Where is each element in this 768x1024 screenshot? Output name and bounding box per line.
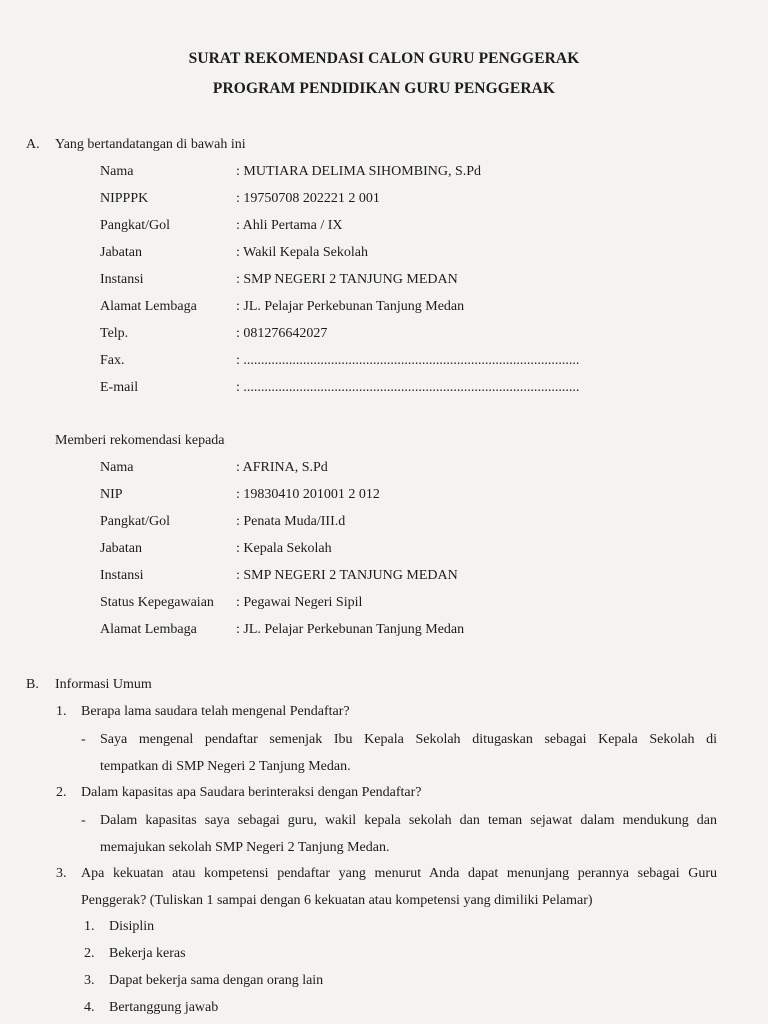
field-label: Jabatan [100,245,142,260]
strength-1-text: Disiplin [109,919,155,934]
section-b-marker: B. [26,677,39,692]
field-value: : SMP NEGERI 2 TANJUNG MEDAN [236,272,458,287]
answer-1 [100,726,717,780]
section-a-heading: Yang bertandatangan di bawah ini [55,137,246,152]
answer-1-line1: Saya mengenal pendaftar semenjak Ibu Kepala Sekolah ditugaskan sebagai Kepala Sekolah di [100,732,717,747]
answer-1-line2: tempatkan di SMP Negeri 2 Tanjung Medan. [100,759,351,774]
field-label: Fax. [100,353,125,368]
recommend-heading: Memberi rekomendasi kepada [55,433,225,448]
field-value: : JL. Pelajar Perkebunan Tanjung Medan [236,299,465,314]
question-2-number: 2. [56,785,67,800]
field-label: E-mail [100,380,139,395]
answer-2-dash: - [81,813,86,828]
field-label: Alamat Lembaga [100,299,197,314]
field-value: : SMP NEGERI 2 TANJUNG MEDAN [236,568,458,583]
answer-1-dash: - [81,732,86,747]
field-label: NIPPPK [100,191,149,206]
strength-3-number: 3. [84,973,95,988]
field-value: : Wakil Kepala Sekolah [236,245,368,260]
field-label: Nama [100,164,134,179]
field-value: : Pegawai Negeri Sipil [236,595,363,610]
question-3-line1: Apa kekuatan atau kompetensi pendaftar yang menurut Anda dapat menunjang perannya sebagai Guru [81,866,717,881]
document-subtitle: PROGRAM PENDIDIKAN GURU PENGGERAK [212,80,556,97]
question-3 [81,860,717,914]
strength-4-number: 4. [84,1000,95,1015]
section-b-heading: Informasi Umum [55,677,152,692]
field-value: : ................................................................................................ [236,353,580,368]
field-label: Instansi [100,568,144,583]
question-1-text: Berapa lama saudara telah mengenal Pendaftar? [81,704,350,719]
field-value: : Penata Muda/III.d [236,514,346,529]
field-value: : JL. Pelajar Perkebunan Tanjung Medan [236,622,465,637]
strength-2-number: 2. [84,946,95,961]
field-label: Pangkat/Gol [100,514,170,529]
field-value: : 081276642027 [236,326,328,341]
field-value: : MUTIARA DELIMA SIHOMBING, S.Pd [236,164,482,179]
field-label: Nama [100,460,134,475]
strength-3-text: Dapat bekerja sama dengan orang lain [109,973,324,988]
question-3-number: 3. [56,866,67,881]
question-1-number: 1. [56,704,67,719]
strength-1-number: 1. [84,919,95,934]
field-label: NIP [100,487,123,502]
field-label: Pangkat/Gol [100,218,170,233]
field-value: : ................................................................................................ [236,380,580,395]
section-a-marker: A. [26,137,40,152]
field-value: : AFRINA, S.Pd [236,460,328,475]
strength-4-text: Bertanggung jawab [109,1000,219,1015]
field-label: Status Kepegawaian [100,595,214,610]
field-value: : Kepala Sekolah [236,541,332,556]
field-value: : 19830410 201001 2 012 [236,487,380,502]
answer-2-line1: Dalam kapasitas saya sebagai guru, wakil kepala sekolah dan teman sejawat dalam mendukung dan [100,813,717,828]
field-value: : 19750708 202221 2 001 [236,191,380,206]
question-3-line2: Penggerak? (Tuliskan 1 sampai dengan 6 kekuatan atau kompetensi yang dimiliki Pelamar) [81,893,593,908]
question-2-text: Dalam kapasitas apa Saudara berinteraksi dengan Pendaftar? [81,785,422,800]
field-label: Instansi [100,272,144,287]
field-value: : Ahli Pertama / IX [236,218,343,233]
strength-2-text: Bekerja keras [109,946,186,961]
answer-2 [100,807,717,861]
field-label: Jabatan [100,541,142,556]
answer-2-line2: memajukan sekolah SMP Negeri 2 Tanjung Medan. [100,840,390,855]
document-title: SURAT REKOMENDASI CALON GURU PENGGERAK [188,50,580,67]
field-label: Telp. [100,326,129,341]
field-label: Alamat Lembaga [100,622,197,637]
